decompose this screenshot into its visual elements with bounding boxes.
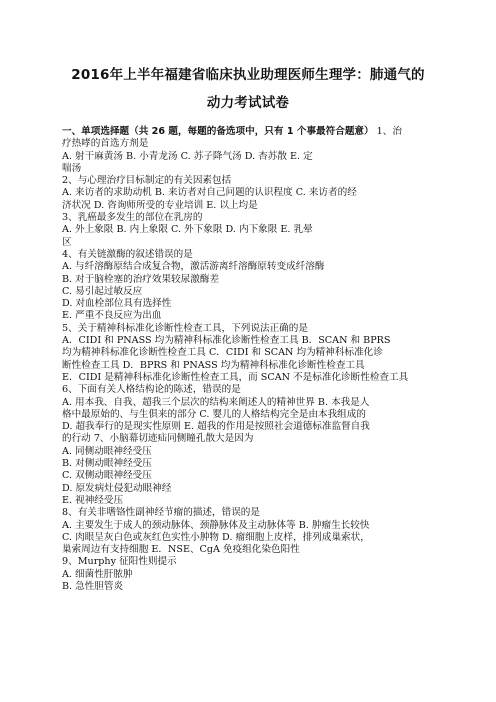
text-line: 的行动 7、小脑幕切迹疝同侧瞳孔散大是因为 (62, 433, 254, 445)
text-line: B. 急性胆管炎 (62, 580, 124, 592)
text-line: E. 严重不良反应为出血 (62, 310, 162, 322)
text-line: 2、与心理治疗目标制定的有关因素包括 (62, 175, 232, 187)
text-line: E. 视神经受压 (62, 494, 124, 506)
text-line: B. 对侧动眼神经受压 (62, 458, 152, 470)
text-line: 济状况 D. 咨询师所受的专业培训 E. 以上均是 (62, 199, 258, 211)
text-line: 巢索周边有支持细胞 E．NSE、CgA 免疫组化染色阳性 (62, 544, 300, 556)
text-line: A. 用本我、自我、超我三个层次的结构来阐述人的精神世界 B. 本我是人 (62, 396, 370, 408)
text-line: A. 同侧动眼神经受压 (62, 445, 152, 457)
text-line: 喘汤 (62, 162, 82, 174)
text-line: C. 肉眼呈灰白色或灰红色实性小肿物 D. 瘤细胞上皮样，排列成巢索状， (62, 531, 370, 543)
text-line: C. 双侧动眼神经受压 (62, 470, 152, 482)
text-line: 1、治 (376, 126, 402, 137)
document-title-line-2: 动力考试试卷 (206, 95, 290, 111)
text-line: 4、有关链激酶的叙述错误的是 (62, 248, 193, 260)
question-body (62, 126, 438, 593)
text-line: 8、有关非嗜铬性副神经节瘤的描述，错误的是 (62, 507, 260, 519)
text-line: B. 对于脑栓塞的治疗效果较尿激酶差 (62, 273, 220, 285)
document-title-line-1: 2016年上半年福建省临床执业助理医师生理学：肺通气的 (71, 67, 425, 83)
first-line (62, 126, 438, 138)
text-line: C. 易引起过敏反应 (62, 285, 143, 297)
text-line: D. 对血栓部位具有选择性 (62, 298, 172, 310)
text-line: A. 外上象限 B. 内上象限 C. 外下象限 D. 内下象限 E. 乳晕 (62, 224, 313, 236)
text-line: 9、Murphy 征阳性则提示 (62, 556, 177, 568)
text-line: 断性检查工具 D．BPRS 和 PNASS 均为精神科标准化诊断性检查工具 (62, 359, 365, 371)
text-line: A．CIDI 和 PNASS 均为精神科标准化诊断性检查工具 B．SCAN 和 BPRS (62, 335, 391, 347)
text-line: A. 与纤溶酶原结合成复合物，激活游离纤溶酶原转变成纤溶酶 (62, 261, 325, 273)
text-line: A. 主要发生于成人的颈动脉体、颈静脉体及主动脉体等 B. 肿瘤生长较快 (62, 519, 370, 531)
section-heading: 一、单项选择题（共 26 题，每题的备选项中，只有 1 个事最符合题意） (62, 126, 374, 137)
text-line: A. 射干麻黄汤 B. 小青龙汤 C. 苏子降气汤 D. 杏苏散 E. 定 (62, 150, 313, 162)
text-line: 格中最原始的、与生俱来的部分 C. 婴儿的人格结构完全是由本我组成的 (62, 408, 366, 420)
text-line: A. 来访者的求助动机 B. 来访者对自己问题的认识程度 C. 来访者的经 (62, 187, 357, 199)
text-line: 均为精神科标准化诊断性检查工具 C．CIDI 和 SCAN 均为精神科标准化诊 (62, 347, 383, 359)
text-line: 疗热哮的首选方剂是 (62, 138, 149, 150)
text-line: 3、乳癌最多发生的部位在乳房的 (62, 212, 203, 224)
text-line: 6、下面有关人格结构论的陈述，错误的是 (62, 384, 241, 396)
text-line: E．CIDI 是精神科标准化诊断性检查工具，而 SCAN 不是标准化诊断性检查工具 (62, 371, 409, 383)
text-line: 5、关于精神科标准化诊断性检查工具，下列说法正确的是 (62, 322, 308, 334)
text-line: D. 超我奉行的是现实性原则 E. 超我的作用是按照社会道德标准监督自我 (62, 421, 370, 433)
text-line: A. 细菌性肝脓肿 (62, 568, 133, 580)
text-line: 区 (62, 236, 72, 248)
text-line: D. 原发病灶侵犯动眼神经 (62, 482, 172, 494)
